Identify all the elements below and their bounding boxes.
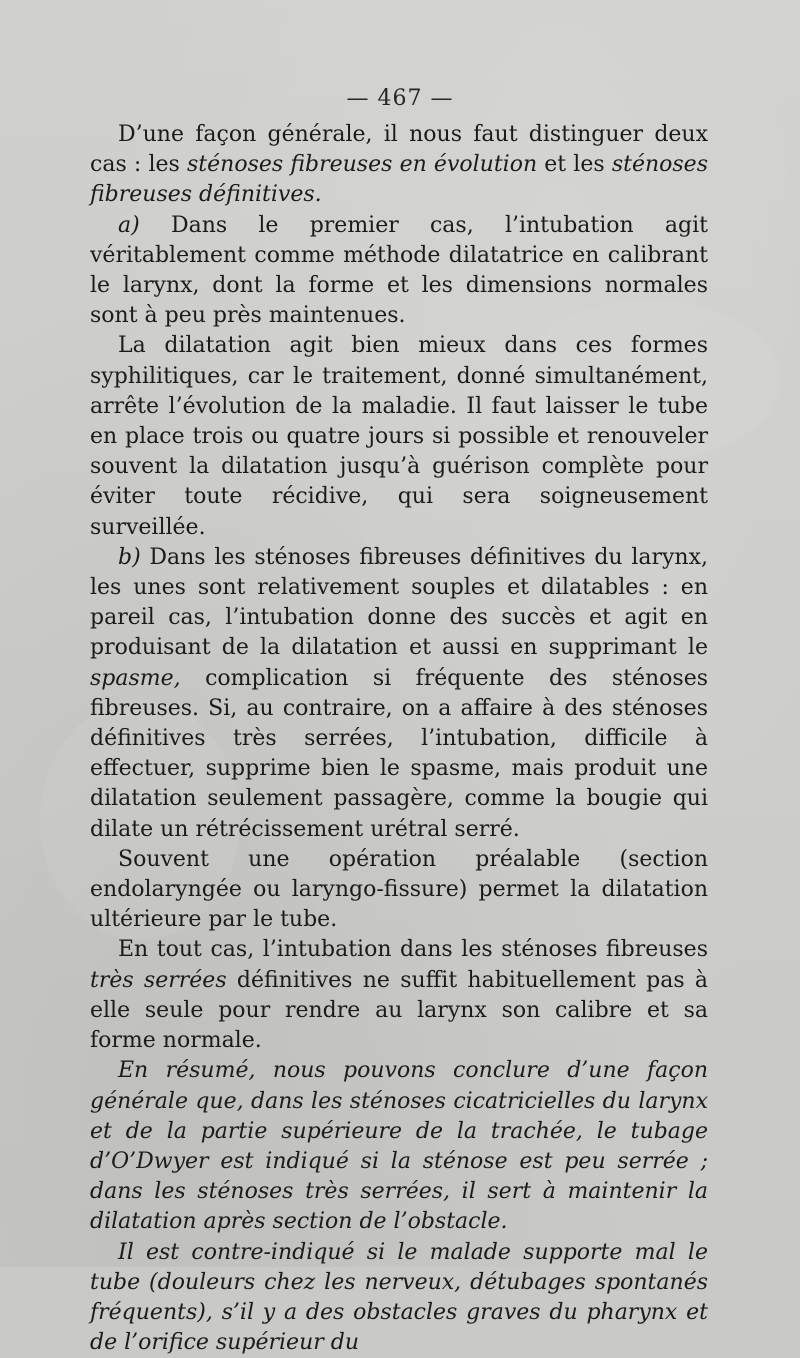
emphasis: sténoses fibreuses définitives. [90,152,708,208]
paragraph-contraindication: Il est contre-indiqué si le malade supporte mal le tube (douleurs chez les nerveux, détubages spontanés fréquents), s’il y a des obstacles graves du pharynx et de l’orifice supérieur du [90,1239,708,1356]
paragraph-operation: Souvent une opération préalable (section endolaryngée ou laryngo-fissure) permet la dilatation ultérieure par le tube. [90,846,708,933]
paragraph-case-a: a) Dans le premier cas, l’intubation agit véritablement comme méthode dilatatrice en calibrant le larynx, dont la forme et les dimensions normales sont à peu près maintenues. [90,212,708,329]
paragraph-tight-stenosis: En tout cas, l’intubation dans les sténoses fibreuses très serrées définitives ne suffit habituellement pas à elle seule pour rendre au larynx son calibre et sa forme normale. [90,937,708,1054]
case-marker: b) [118,544,141,570]
paragraph-intro: D’une façon générale, il nous faut distinguer deux cas : les sténoses fibreuses en évolution et les sténoses fibreuses définitives. [90,122,708,208]
case-marker: a) [118,212,140,238]
paragraph-summary: En résumé, nous pouvons conclure d’une façon générale que, dans les sténoses cicatricielles du larynx et de la partie supérieure de la trachée, le tubage d’O’Dwyer est indiqué si la sténose est peu serrée ; dans les sténoses très serrées, il sert à maintenir la dilatation après section de l’obstacle. [90,1058,708,1235]
emphasis: spasme, [90,665,181,691]
page-number: — 467 — [346,86,454,111]
emphasis: sténoses fibreuses en évolution [187,152,538,178]
paragraph-case-b: b) Dans les sténoses fibreuses définitives du larynx, les unes sont relativement souples et dilatables : en pareil cas, l’intubation donne des succès et agit en produisant de la dilatation et aussi en supprimant le spasme, complication si fréquente des sténoses fibreuses. Si, au contraire, on a affaire à des sténoses définitives très serrées, l’intubation, difficile à effectuer, supprime bien le spasme, mais produit une dilatation seulement passagère, comme la bougie qui dilate un rétrécissement urétral serré. [90,544,708,842]
emphasis: très serrées [90,967,227,993]
body-text [90,120,708,1358]
paragraph-syphilitic: La dilatation agit bien mieux dans ces formes syphilitiques, car le traitement, donné simultanément, arrête l’évolution de la maladie. Il faut laisser le tube en place trois ou quatre jours si possible et renouveler souvent la dilatation jusqu’à guérison complète pour éviter toute récidive, qui sera soigneusement surveillée. [90,333,708,540]
